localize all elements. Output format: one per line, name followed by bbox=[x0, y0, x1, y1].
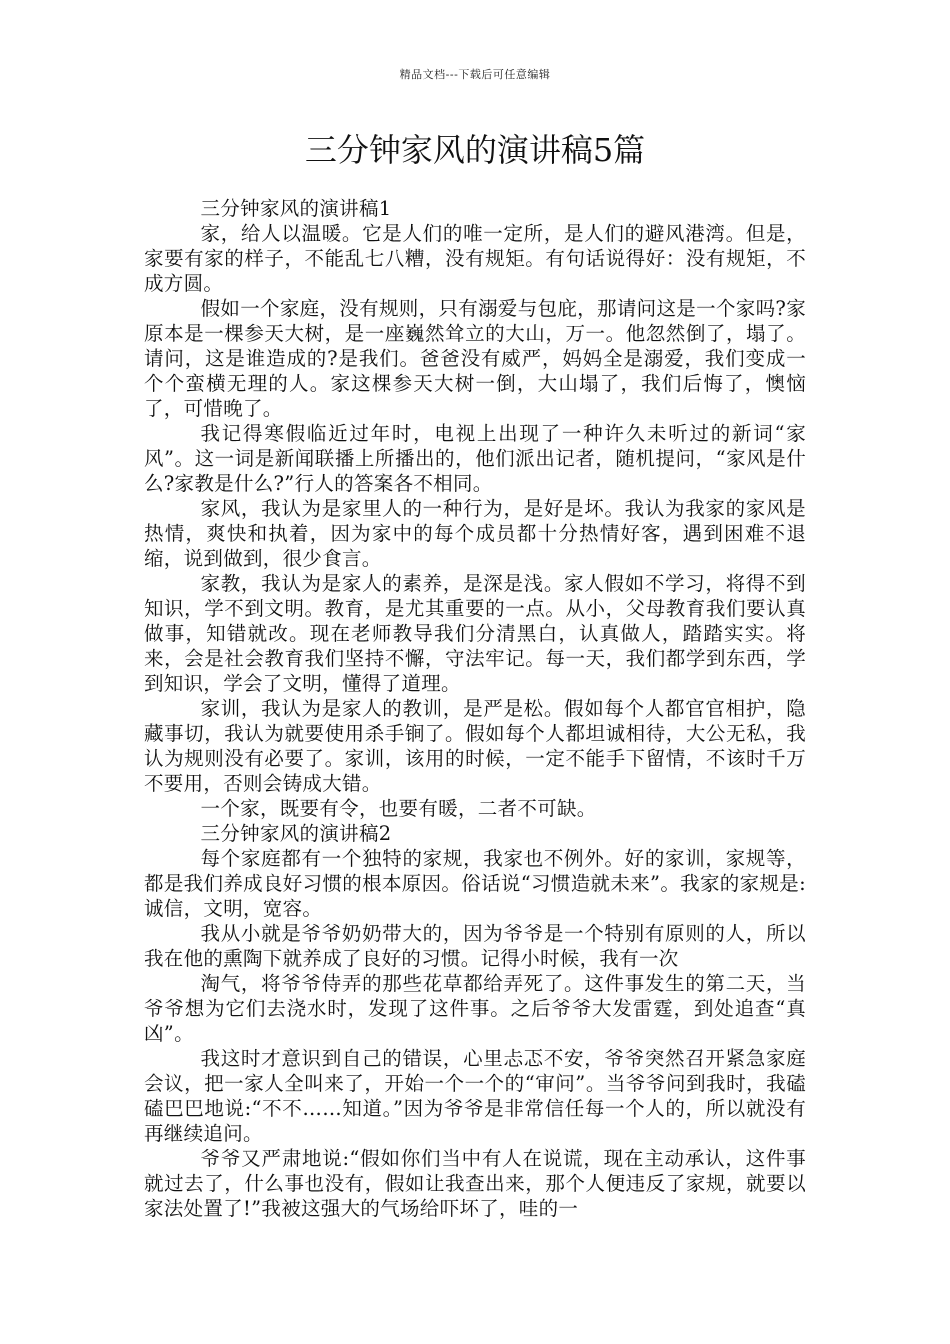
paragraph: 每个家庭都有一个独特的家规，我家也不例外。好的家训，家规等，都是我们养成良好习惯的根本原因。俗话说“习惯造就未来”。我家的家规是:诚信，文明，宽容。 bbox=[144, 847, 806, 920]
document-title: 三分钟家风的演讲稿5篇 bbox=[304, 131, 646, 169]
paragraph: 淘气，将爷爷侍弄的那些花草都给弄死了。这件事发生的第二天，当爷爷想为它们去浇水时，发现了这件事。之后爷爷大发雷霆，到处追查“真凶”。 bbox=[144, 972, 806, 1045]
paragraph: 爷爷又严肃地说:“假如你们当中有人在说谎，现在主动承认，这件事就过去了，什么事也没有，假如让我查出来，那个人便违反了家规，就要以家法处置了!”我被这强大的气场给吓坏了，哇的一 bbox=[144, 1147, 806, 1220]
section-heading-2: 三分钟家风的演讲稿2 bbox=[200, 822, 392, 845]
paragraph: 假如一个家庭，没有规则，只有溺爱与包庇，那请问这是一个家吗?家原本是一棵参天大树，是一座巍然耸立的大山，万一。他忽然倒了，塌了。请问，这是谁造成的?是我们。爸爸没有威严，妈妈全是溺爱，我们变成一个个蛮横无理的人。家这棵参天大树一倒，大山塌了，我们后悔了，懊恼了，可惜晚了。 bbox=[144, 297, 806, 420]
document-body bbox=[144, 196, 806, 1221]
page-header-note: 精品文档---下载后可任意编辑 bbox=[399, 68, 551, 81]
paragraph: 我记得寒假临近过年时，电视上出现了一种许久未听过的新词“家风”。这一词是新闻联播上所播出的，他们派出记者，随机提问，“家风是什么?家教是什么?”行人的答案各不相同。 bbox=[144, 422, 806, 495]
section-heading-1: 三分钟家风的演讲稿1 bbox=[200, 197, 392, 220]
paragraph: 家训，我认为是家人的教训，是严是松。假如每个人都官官相护，隐藏事切，我认为就要使用杀手锏了。假如每个人都坦诚相待，大公无私，我认为规则没有必要了。家训，该用的时候，一定不能手下留情，不该时千万不要用，否则会铸成大错。 bbox=[144, 697, 806, 795]
paragraph: 家教，我认为是家人的素养，是深是浅。家人假如不学习，将得不到知识，学不到文明。教育，是尤其重要的一点。从小，父母教育我们要认真做事，知错就改。现在老师教导我们分清黑白，认真做人，踏踏实实。将来，会是社会教育我们坚持不懈，守法牢记。每一天，我们都学到东西，学到知识，学会了文明，懂得了道理。 bbox=[144, 572, 806, 695]
paragraph: 家，给人以温暖。它是人们的唯一定所，是人们的避风港湾。但是，家要有家的样子，不能乱七八糟，没有规矩。有句话说得好：没有规矩，不成方圆。 bbox=[144, 222, 806, 295]
paragraph: 我这时才意识到自己的错误，心里忐忑不安，爷爷突然召开紧急家庭会议，把一家人全叫来了，开始一个一个的“审问”。当爷爷问到我时，我磕磕巴巴地说:“不不……知道。”因为爷爷是非常信任每一个人的，所以就没有再继续追问。 bbox=[144, 1047, 806, 1145]
paragraph: 我从小就是爷爷奶奶带大的，因为爷爷是一个特别有原则的人，所以我在他的熏陶下就养成了良好的习惯。记得小时候，我有一次 bbox=[144, 922, 806, 970]
paragraph: 一个家，既要有令，也要有暖，二者不可缺。 bbox=[200, 797, 597, 820]
paragraph: 家风，我认为是家里人的一种行为，是好是坏。我认为我家的家风是热情，爽快和执着，因为家中的每个成员都十分热情好客，遇到困难不退缩，说到做到，很少食言。 bbox=[144, 497, 806, 570]
